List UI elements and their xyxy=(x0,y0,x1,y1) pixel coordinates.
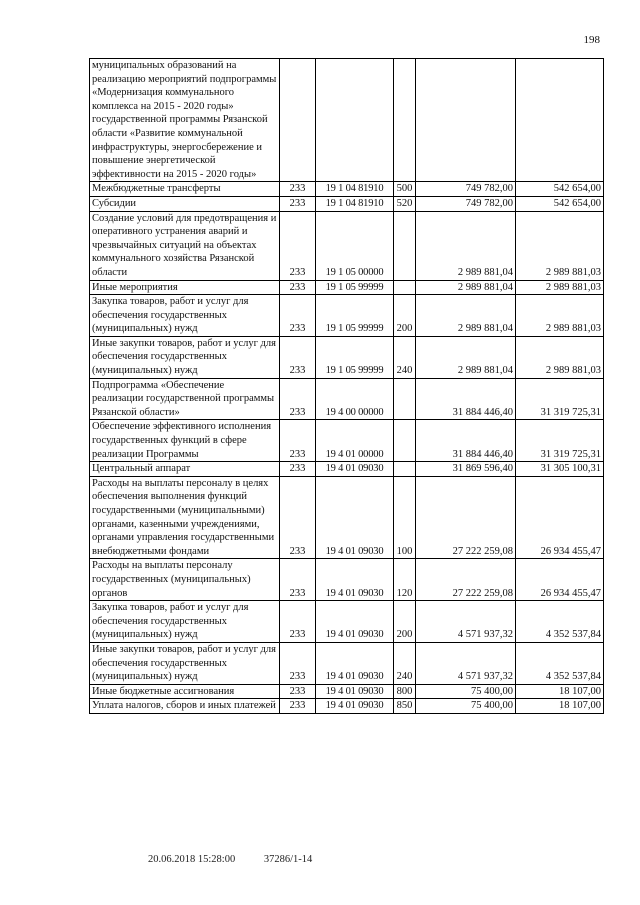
row-name-cell: Центральный аппарат xyxy=(90,462,280,477)
row-name-cell: Создание условий для предотвращения и оперативного устранения аварий и чрезвычайных ситуаций на объектах коммунального хозяйства Рязанской области xyxy=(90,211,280,280)
row-name-cell: Иные закупки товаров, работ и услуг для обеспечения государственных (муниципальных) нужд xyxy=(90,336,280,378)
table-row xyxy=(90,601,604,643)
row-sum-plan-cell: 27 222 259,08 xyxy=(416,476,516,559)
row-target-article-cell: 19 4 01 09030 xyxy=(316,601,394,643)
row-sum-exec-cell: 542 654,00 xyxy=(516,196,604,211)
row-name-cell: Закупка товаров, работ и услуг для обеспечения государственных (муниципальных) нужд xyxy=(90,601,280,643)
page-number: 198 xyxy=(583,34,600,46)
row-sum-exec-cell: 18 107,00 xyxy=(516,699,604,714)
row-target-article-cell: 19 4 01 09030 xyxy=(316,476,394,559)
row-sum-exec-cell: 2 989 881,03 xyxy=(516,295,604,337)
row-target-article-cell: 19 1 05 99999 xyxy=(316,295,394,337)
row-grbs-cell: 233 xyxy=(280,420,316,462)
row-sum-exec-cell: 4 352 537,84 xyxy=(516,642,604,684)
row-sum-plan-cell: 31 869 596,40 xyxy=(416,462,516,477)
row-sum-plan-cell: 31 884 446,40 xyxy=(416,420,516,462)
row-name-cell: муниципальных образований на реализацию мероприятий подпрограммы «Модернизация коммунального комплекса на 2015 - 2020 годы» государственной программы Рязанской области «Развитие коммунальной инфраструктуры, энергосбережение и повышение энергетической эффективности на 2015 - 2020 годы» xyxy=(90,59,280,182)
row-target-article-cell: 19 1 05 99999 xyxy=(316,280,394,295)
row-grbs-cell: 233 xyxy=(280,336,316,378)
row-sum-exec-cell: 18 107,00 xyxy=(516,684,604,699)
row-target-article-cell: 19 1 04 81910 xyxy=(316,182,394,197)
row-expense-type-cell: 240 xyxy=(394,336,416,378)
row-name-cell: Иные мероприятия xyxy=(90,280,280,295)
row-grbs-cell: 233 xyxy=(280,182,316,197)
table-row xyxy=(90,420,604,462)
row-grbs-cell: 233 xyxy=(280,476,316,559)
row-expense-type-cell: 520 xyxy=(394,196,416,211)
row-sum-exec-cell: 31 305 100,31 xyxy=(516,462,604,477)
row-grbs-cell: 233 xyxy=(280,280,316,295)
table-row xyxy=(90,295,604,337)
row-sum-plan-cell: 2 989 881,04 xyxy=(416,336,516,378)
table-row xyxy=(90,59,604,182)
row-sum-exec-cell: 2 989 881,03 xyxy=(516,336,604,378)
table-row xyxy=(90,684,604,699)
row-expense-type-cell xyxy=(394,280,416,295)
row-sum-plan-cell: 4 571 937,32 xyxy=(416,642,516,684)
row-target-article-cell: 19 4 01 09030 xyxy=(316,642,394,684)
footer-document-id: 37286/1-14 xyxy=(263,854,313,865)
table-row xyxy=(90,476,604,559)
row-expense-type-cell xyxy=(394,211,416,280)
table-row xyxy=(90,336,604,378)
row-name-cell: Расходы на выплаты персоналу государственных (муниципальных) органов xyxy=(90,559,280,601)
row-target-article-cell: 19 4 01 09030 xyxy=(316,559,394,601)
row-grbs-cell: 233 xyxy=(280,601,316,643)
row-name-cell: Подпрограмма «Обеспечение реализации государственной программы Рязанской области» xyxy=(90,378,280,420)
row-expense-type-cell xyxy=(394,420,416,462)
row-grbs-cell: 233 xyxy=(280,378,316,420)
table-row xyxy=(90,378,604,420)
table-row xyxy=(90,196,604,211)
row-sum-exec-cell: 31 319 725,31 xyxy=(516,378,604,420)
row-sum-plan-cell: 75 400,00 xyxy=(416,699,516,714)
row-sum-exec-cell xyxy=(516,59,604,182)
row-name-cell: Иные закупки товаров, работ и услуг для обеспечения государственных (муниципальных) нужд xyxy=(90,642,280,684)
row-sum-exec-cell: 2 989 881,03 xyxy=(516,211,604,280)
row-sum-plan-cell: 4 571 937,32 xyxy=(416,601,516,643)
row-target-article-cell: 19 4 01 09030 xyxy=(316,462,394,477)
row-target-article-cell: 19 1 04 81910 xyxy=(316,196,394,211)
row-grbs-cell: 233 xyxy=(280,295,316,337)
row-sum-plan-cell: 27 222 259,08 xyxy=(416,559,516,601)
row-name-cell: Обеспечение эффективного исполнения государственных функций в сфере реализации Программы xyxy=(90,420,280,462)
row-expense-type-cell: 500 xyxy=(394,182,416,197)
row-sum-plan-cell: 2 989 881,04 xyxy=(416,295,516,337)
row-expense-type-cell: 200 xyxy=(394,295,416,337)
row-grbs-cell: 233 xyxy=(280,642,316,684)
row-sum-plan-cell: 31 884 446,40 xyxy=(416,378,516,420)
row-name-cell: Уплата налогов, сборов и иных платежей xyxy=(90,699,280,714)
table-row xyxy=(90,182,604,197)
row-sum-exec-cell: 4 352 537,84 xyxy=(516,601,604,643)
row-expense-type-cell: 120 xyxy=(394,559,416,601)
row-target-article-cell: 19 4 01 00000 xyxy=(316,420,394,462)
table-row xyxy=(90,462,604,477)
row-grbs-cell: 233 xyxy=(280,699,316,714)
budget-table xyxy=(89,58,604,714)
row-name-cell: Иные бюджетные ассигнования xyxy=(90,684,280,699)
table-row xyxy=(90,699,604,714)
row-expense-type-cell: 850 xyxy=(394,699,416,714)
row-target-article-cell: 19 1 05 99999 xyxy=(316,336,394,378)
row-expense-type-cell xyxy=(394,59,416,182)
table-row xyxy=(90,642,604,684)
row-target-article-cell: 19 4 01 09030 xyxy=(316,684,394,699)
row-sum-plan-cell: 749 782,00 xyxy=(416,182,516,197)
document-footer xyxy=(148,854,338,865)
row-expense-type-cell xyxy=(394,462,416,477)
row-name-cell: Субсидии xyxy=(90,196,280,211)
row-name-cell: Закупка товаров, работ и услуг для обеспечения государственных (муниципальных) нужд xyxy=(90,295,280,337)
row-grbs-cell xyxy=(280,59,316,182)
row-target-article-cell xyxy=(316,59,394,182)
row-sum-plan-cell: 2 989 881,04 xyxy=(416,280,516,295)
row-grbs-cell: 233 xyxy=(280,684,316,699)
row-name-cell: Межбюджетные трансферты xyxy=(90,182,280,197)
row-expense-type-cell: 800 xyxy=(394,684,416,699)
table-row xyxy=(90,211,604,280)
row-sum-exec-cell: 542 654,00 xyxy=(516,182,604,197)
row-expense-type-cell: 200 xyxy=(394,601,416,643)
row-grbs-cell: 233 xyxy=(280,211,316,280)
row-name-cell: Расходы на выплаты персоналу в целях обеспечения выполнения функций государственными (муниципальными) органами, казенными учреждениями, органами управления государственными внебюджетными фондами xyxy=(90,476,280,559)
row-sum-plan-cell: 749 782,00 xyxy=(416,196,516,211)
row-grbs-cell: 233 xyxy=(280,462,316,477)
row-sum-plan-cell xyxy=(416,59,516,182)
row-expense-type-cell: 100 xyxy=(394,476,416,559)
footer-datetime: 20.06.2018 15:28:00 xyxy=(148,854,236,865)
row-expense-type-cell: 240 xyxy=(394,642,416,684)
row-sum-plan-cell: 2 989 881,04 xyxy=(416,211,516,280)
row-expense-type-cell xyxy=(394,378,416,420)
row-grbs-cell: 233 xyxy=(280,196,316,211)
row-sum-exec-cell: 26 934 455,47 xyxy=(516,476,604,559)
row-target-article-cell: 19 1 05 00000 xyxy=(316,211,394,280)
row-sum-exec-cell: 2 989 881,03 xyxy=(516,280,604,295)
row-target-article-cell: 19 4 00 00000 xyxy=(316,378,394,420)
row-sum-plan-cell: 75 400,00 xyxy=(416,684,516,699)
row-sum-exec-cell: 31 319 725,31 xyxy=(516,420,604,462)
budget-table-body xyxy=(90,59,604,714)
table-row xyxy=(90,280,604,295)
row-grbs-cell: 233 xyxy=(280,559,316,601)
table-row xyxy=(90,559,604,601)
row-target-article-cell: 19 4 01 09030 xyxy=(316,699,394,714)
row-sum-exec-cell: 26 934 455,47 xyxy=(516,559,604,601)
